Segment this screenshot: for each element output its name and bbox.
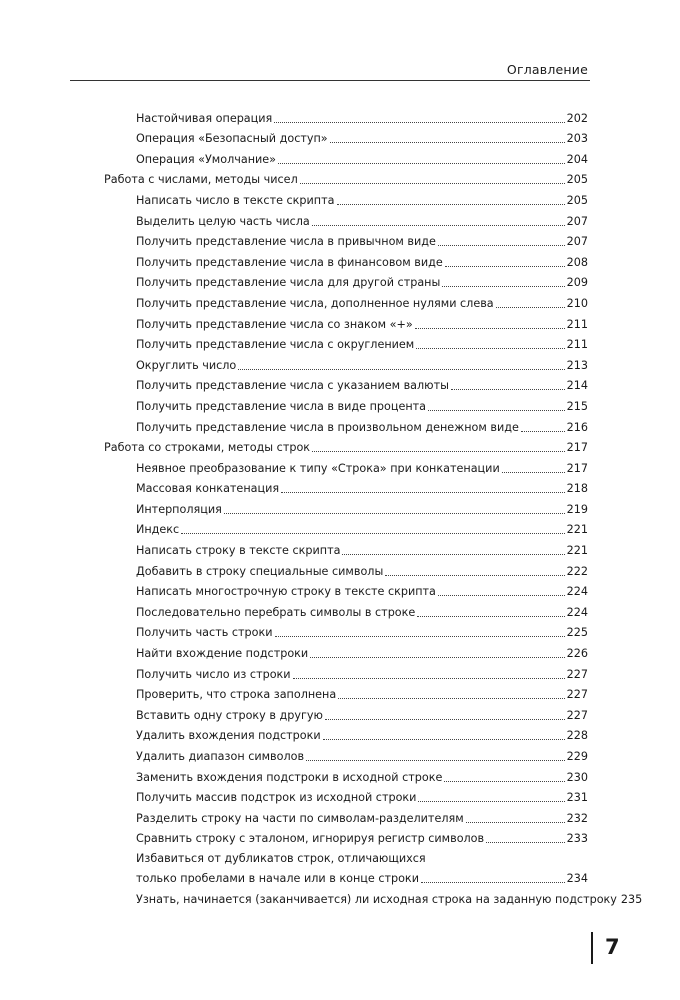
toc-page-number: 205 [566, 193, 588, 207]
toc-entry [136, 475, 588, 496]
toc-page-number: 202 [566, 111, 588, 125]
dot-leader [428, 409, 565, 411]
toc-entry [136, 207, 588, 228]
dot-leader [438, 594, 565, 596]
dot-leader [521, 430, 565, 432]
toc-page-number: 216 [566, 420, 588, 434]
toc-entry [136, 557, 588, 578]
toc-entry [136, 722, 588, 743]
toc-page-number: 207 [566, 214, 588, 228]
dot-leader [451, 388, 565, 390]
toc-page-number: 215 [566, 399, 588, 413]
toc-entry-title: Написать число в тексте скрипта [136, 193, 335, 207]
toc-page-number: 203 [566, 132, 588, 146]
toc-page-number: 233 [566, 832, 588, 846]
dot-leader [325, 718, 565, 720]
toc-section [104, 434, 588, 455]
toc-entry [136, 578, 588, 599]
dot-leader [293, 677, 565, 679]
toc-page-number: 235 [620, 892, 643, 906]
toc-entry-title: Получить представление числа с округлением [136, 338, 415, 352]
toc-entry [136, 351, 588, 372]
dot-leader [442, 285, 564, 287]
toc-entry [136, 145, 588, 166]
toc-page-number: 232 [566, 811, 588, 825]
dot-leader [224, 512, 565, 514]
toc-entry [136, 885, 643, 906]
dot-leader [274, 121, 564, 123]
dot-leader [337, 203, 565, 205]
page-number: 7 [605, 935, 620, 959]
dot-leader [421, 881, 565, 883]
toc-entry-title: Округлить число [136, 358, 237, 372]
running-header [70, 60, 590, 81]
toc-page-number: 222 [566, 564, 588, 578]
dot-leader [306, 759, 565, 761]
dot-leader [444, 780, 564, 782]
toc-entry-title: Работа со строками, методы строк [104, 441, 311, 455]
toc-page-number: 221 [566, 544, 588, 558]
dot-leader [275, 635, 565, 637]
toc-page-number: 227 [566, 688, 588, 702]
toc-page-number: 207 [566, 235, 588, 249]
toc-page-number: 224 [566, 585, 588, 599]
toc-entry [136, 660, 588, 681]
toc-entry-title: Последовательно перебрать символы в строке [136, 605, 416, 619]
toc-entry-title: Получить часть строки [136, 626, 273, 640]
dot-leader [330, 141, 565, 143]
toc-entry-title: Получить число из строки [136, 667, 291, 681]
dot-leader [342, 553, 564, 555]
toc-entry-title: Удалить диапазон символов [136, 750, 305, 763]
toc-page-number: 211 [566, 317, 588, 331]
toc-entry [136, 845, 588, 885]
toc-page-number: 227 [566, 667, 588, 681]
toc-entry [136, 516, 588, 537]
toc-entry-title: Выделить целую часть числа [136, 214, 310, 228]
toc-entry [136, 495, 588, 516]
toc-entry [136, 289, 588, 310]
toc-entry-title: Неявное преобразование к типу «Строка» при конкатенации [136, 461, 500, 475]
dot-leader [281, 491, 565, 493]
dot-leader [338, 697, 564, 699]
toc-page-number: 214 [566, 379, 588, 393]
toc-entry-title: Получить представление числа в привычном виде [136, 235, 436, 249]
toc-page-number: 234 [566, 872, 588, 886]
toc-entry [136, 701, 588, 722]
toc-entry [136, 763, 588, 784]
toc-page-number: 217 [566, 461, 588, 475]
toc-entry [136, 598, 588, 619]
toc-entry-title: Получить представление числа для другой страны [136, 276, 441, 290]
header-title: Оглавление [506, 62, 588, 77]
toc-entry [136, 639, 588, 660]
toc-entry-title: Операция «Безопасный доступ» [136, 132, 328, 146]
dot-leader [502, 471, 565, 473]
toc-page-number: 204 [566, 152, 588, 166]
dot-leader [312, 450, 565, 452]
toc-page-number: 226 [566, 647, 588, 661]
toc-entry-title: Получить представление числа со знаком «+» [136, 317, 413, 331]
dot-leader [415, 327, 565, 329]
dot-leader [323, 738, 565, 740]
toc-entry-title: Добавить в строку специальные символы [136, 564, 384, 578]
toc-entry-title: Узнать, начинается (заканчивается) ли исходная строка на заданную подстроку [136, 892, 617, 906]
toc-entry-title: Сравнить строку с эталоном, игнорируя регистр символов [136, 832, 485, 846]
toc-entry [136, 186, 588, 207]
toc-entry [136, 742, 588, 763]
toc-entry [136, 269, 588, 290]
toc-entry [136, 619, 588, 640]
toc-entry-title: Операция «Умолчание» [136, 152, 277, 166]
toc-entry-title: Получить представление числа с указанием валюты [136, 379, 449, 393]
toc-entry-title: Массовая конкатенация [136, 482, 280, 496]
toc-page-number: 211 [566, 338, 588, 352]
toc-entry-title: Найти вхождение подстроки [136, 647, 309, 661]
toc-entry [136, 825, 588, 846]
toc-page-number: 231 [566, 791, 588, 805]
toc-page-number: 221 [566, 523, 588, 537]
dot-leader [416, 347, 564, 349]
toc-entry-title: Вставить одну строку в другую [136, 708, 323, 722]
toc-entry [136, 681, 588, 702]
page-number-divider [591, 932, 593, 964]
toc-entry [136, 413, 588, 434]
toc-entry-title: Получить представление числа в произвольном денежном виде [136, 420, 519, 434]
toc-page-number: 219 [566, 502, 588, 516]
toc-entry-title: Написать многострочную строку в тексте скрипта [136, 585, 436, 599]
toc-entry-title: Получить представление числа в виде процента [136, 399, 427, 413]
toc-entry [136, 228, 588, 249]
toc-entry [136, 125, 588, 146]
dot-leader [496, 306, 565, 308]
toc-entry [136, 804, 588, 825]
toc-entry-title: Разделить строку на части по символам-разделителям [136, 811, 464, 825]
dot-leader [181, 532, 564, 534]
dot-leader [438, 244, 565, 246]
toc-entry [136, 536, 588, 557]
toc-entry [136, 454, 588, 475]
dot-leader [417, 615, 564, 617]
toc-page-number: 217 [566, 441, 588, 455]
toc-page-number: 224 [566, 605, 588, 619]
toc-entry-title: Проверить, что строка заполнена [136, 688, 337, 702]
toc-page-number: 218 [566, 482, 588, 496]
toc-entry-title: Получить массив подстрок из исходной строки [136, 791, 417, 805]
toc-entry-title: Работа с числами, методы чисел [104, 173, 298, 187]
dot-leader [486, 841, 565, 843]
toc-page-number: 228 [566, 729, 588, 743]
toc-entry-title: Настойчивая операция [136, 111, 273, 125]
toc-page-number: 210 [566, 296, 588, 310]
table-of-contents [0, 104, 680, 906]
toc-page-number: 209 [566, 276, 588, 290]
toc-page-number: 230 [566, 770, 588, 784]
toc-entry-title: Написать строку в тексте скрипта [136, 544, 341, 558]
toc-entry-title: Избавиться от дубликатов строк, отличающихся [136, 852, 426, 866]
toc-entry-title: Интерполяция [136, 502, 222, 516]
toc-page-number: 213 [566, 358, 588, 372]
toc-entry-title: Индекс [136, 523, 180, 537]
dot-leader [310, 656, 564, 658]
toc-entry-title: Получить представление числа, дополненное нулями слева [136, 296, 494, 310]
toc-section [104, 166, 588, 187]
toc-entry-title: Заменить вхождения подстроки в исходной строке [136, 770, 443, 784]
dot-leader [385, 574, 564, 576]
toc-entry [136, 392, 588, 413]
toc-entry [136, 331, 588, 352]
toc-page-number: 205 [566, 173, 588, 187]
toc-page-number: 227 [566, 708, 588, 722]
toc-entry-title: Удалить вхождения подстроки [136, 729, 321, 743]
toc-entry [136, 248, 588, 269]
toc-entry [136, 104, 588, 125]
toc-page-number: 225 [566, 626, 588, 640]
toc-entry [136, 784, 588, 805]
dot-leader [466, 821, 565, 823]
dot-leader [278, 162, 565, 164]
dot-leader [300, 182, 565, 184]
toc-entry [136, 310, 588, 331]
toc-page-number: 208 [566, 255, 588, 269]
toc-page-number: 229 [566, 750, 588, 763]
dot-leader [312, 224, 565, 226]
toc-entry [136, 372, 588, 393]
dot-leader [418, 800, 564, 802]
dot-leader [238, 368, 564, 370]
toc-entry-title: Получить представление числа в финансовом виде [136, 255, 443, 269]
toc-entry-title-continued: только пробелами в начале или в конце строки [136, 872, 419, 886]
dot-leader [445, 265, 565, 267]
